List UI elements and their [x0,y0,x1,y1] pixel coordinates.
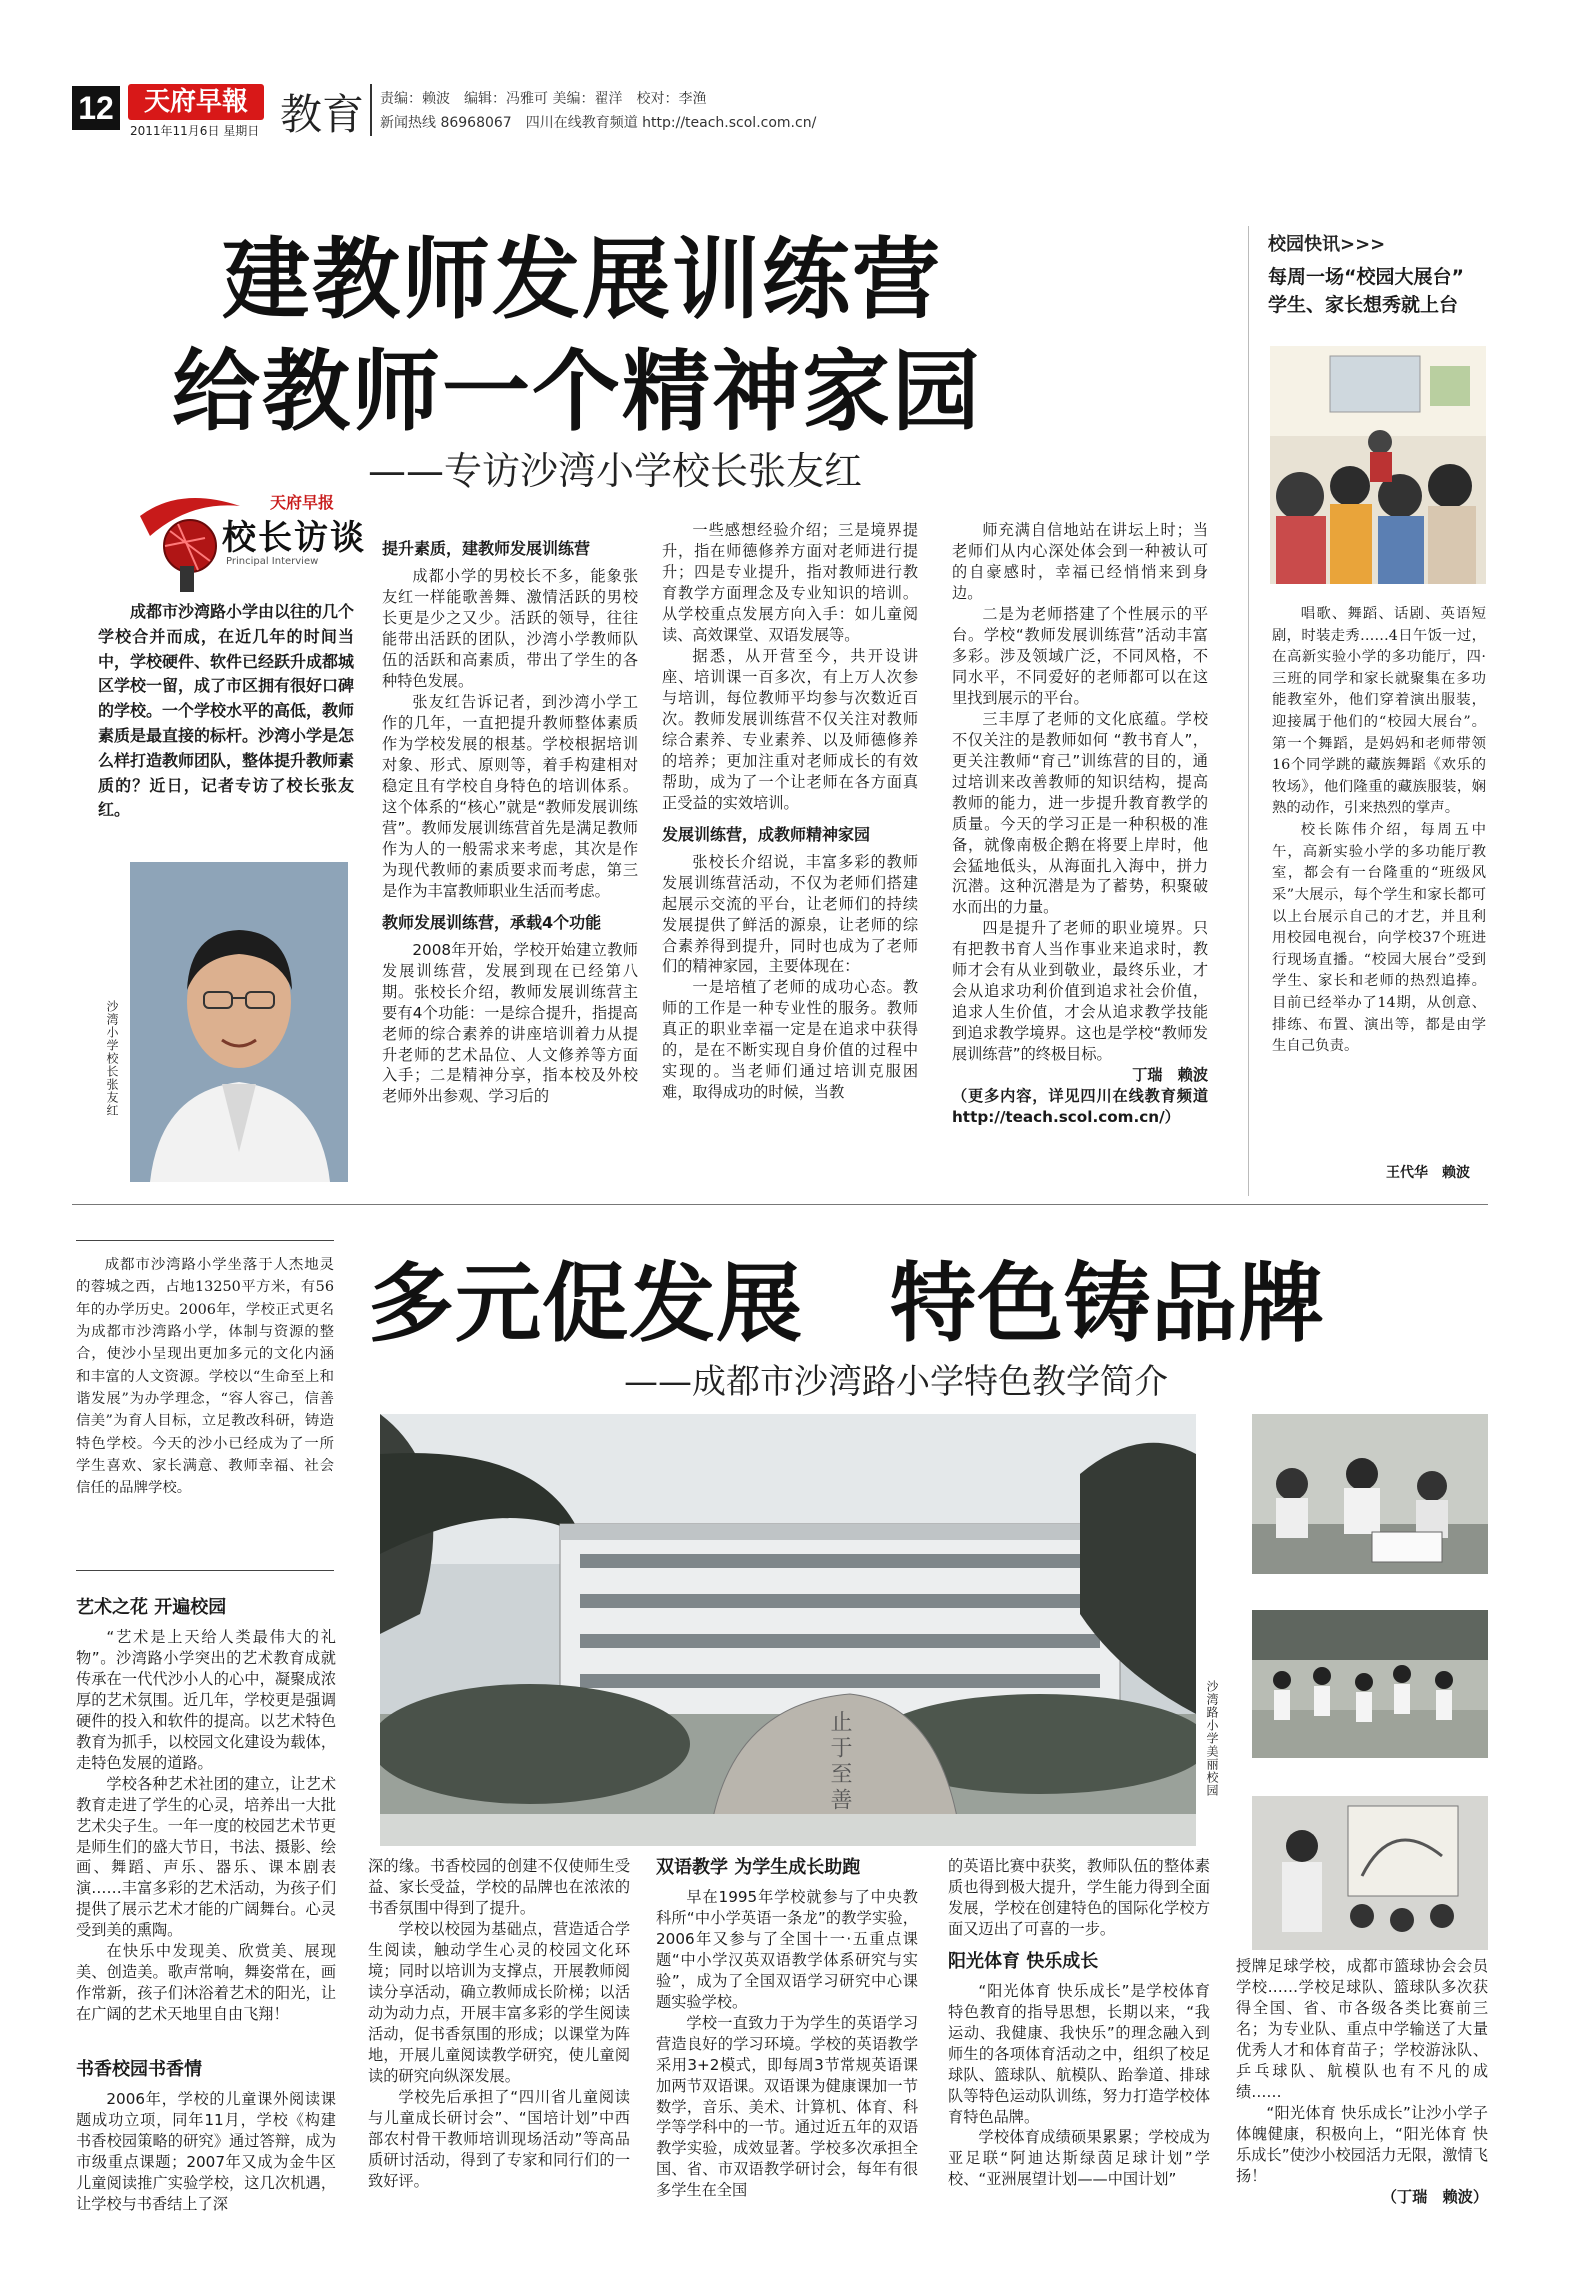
bilingual-p2: 学校一直致力于为学生的英语学习营造良好的学习环境。学校的英语教学采用3+2模式，即每周3节常规英语课加两节双语课。双语课为健康课加一节数学，音乐、美术、计算机、体育、科学等学科中的一节。通过近五年的双语教学实验，成效显著。学校多次承担全国、省、市双语教学研讨会，每年有很多学生在全国 [656,2013,918,2200]
bilingual-heading: 双语教学 为学生成长助跑 [656,1857,861,1878]
profile-title: 多元促发展 特色铸品牌 [368,1254,1325,1354]
sports-section-a [948,1856,1210,2268]
feature-heading-3: 发展训练营，成教师精神家园 [662,824,871,844]
interview-logo [120,486,370,596]
sports-p4: “阳光体育 快乐成长”让沙小学子体魄健康，积极向上，“阳光体育 快乐成长”使沙小校园活力无限，激情飞扬！ [1236,2103,1488,2185]
feature-c2-p3: 张校长介绍说，丰富多彩的教师发展训练营活动，不仅为老师们搭建起展示交流的平台，让老师们的持续发展提供了鲜活的源泉，让老师的综合素养得到提升，同时也成为了老师们的精神家园，主要体现在： [662,852,918,976]
reading-illustration [1252,1414,1488,1574]
feature-subtitle: ——专访沙湾小学校长张友红 [368,449,863,493]
feature-c1-p3: 2008年开始，学校开始建立教师发展训练营，发展到现在已经第八期。张校长介绍，教师发展训练营主要有4个功能：一是综合提升，指提高老师的综合素养的讲座培训着力从提升老师的艺术品位、人文修养等方面入手；二是精神分享，指本校及外校老师外出参观、学习后的 [382,940,638,1106]
bilingual-p1: 早在1995年学校就参与了中央教科所“中小学英语一条龙”的教学实验，2006年又参与了全国十一·五重点课题“中小学汉英双语教学体系研究与实验”，成为了全国双语学习研究中心课题实验学校。 [656,1887,918,2011]
feature-column-3 [952,520,1208,1188]
school-photo-caption: 沙湾路小学美丽校园 [1205,1680,1219,1797]
feature-column-1 [382,528,638,1188]
feature-lead: 成都市沙湾路小学由以往的几个学校合并而成，在近几年的时间当中，学校硬件、软件已经跃升成都城区学校一留，成了市区拥有很好口碑的学校。一个学校水平的高低，教师素质是最直接的标杆。沙湾小学是怎么样打造教师团队，整体提升教师素质的？近日，记者专访了校长张友红。 [98,602,354,820]
feature-c2-p1: 一些感想经验介绍；三是境界提升，指在师德修养方面对老师进行提升；四是专业提升，指对教师进行教育教学方面理念及专业知识的培训。从学校重点发展方向入手：如儿童阅读、高效课堂、双语发展等。 [662,521,918,644]
books-section-b [368,1856,630,2268]
sports-signature: （丁瑞 赖波） [1381,2187,1488,2206]
masthead-logo [128,84,264,120]
bilingual-section [656,1856,918,2268]
sidebar-photo [1270,346,1486,584]
side-photo-reading [1252,1414,1488,1574]
feature-title-line1: 建教师发展训练营 [222,228,943,331]
feature-c1-p1: 成都小学的男校长不多，能象张友红一样能歌善舞、激情活跃的男校长更是少之又少。活跃的领导，往往能带出活跃的团队，沙湾小学教师队伍的活跃和高素质，带出了学生的各种特色发展。 [382,567,638,690]
feature-c2-p4: 一是培植了老师的成功心态。教师的工作是一种专业性的服务。教师真正的职业幸福一定是在追求中获得的，是在不断实现自身价值的过程中实现的。当老师们通过培训克服困难，取得成功的时候，当教 [662,978,918,1102]
page-number: 12 [78,90,114,126]
page-number-box [72,86,120,130]
feature-title-line2: 给教师一个精神家园 [172,340,983,443]
sidebar-kicker: 校园快讯>>> [1268,234,1386,255]
feature-heading-2: 教师发展训练营，承载4个功能 [382,912,602,932]
issue-date: 2011年11月6日 星期日 [130,124,260,138]
feature-heading-1: 提升素质，建教师发展训练营 [382,539,591,558]
sports-p3: 授牌足球学校，成都市篮球协会会员学校……学校足球队、篮球队多次获得全国、省、市各级各类比赛前三名；为专业队、重点中学输送了大量优秀人才和体育苗子；学校游泳队、乒乓球队、航模队也有不凡的成绩…… [1236,1957,1488,2101]
feature-c3-p1: 师充满自信地站在讲坛上时；当老师们从内心深处体会到一种被认可的自豪感时，幸福已经悄悄来到身边。 [952,521,1208,602]
books-p2: 深的缘。书香校园的创建不仅使师生受益、家长受益，学校的品牌也在浓浓的书香氛围中得到了提升。 [368,1857,630,1917]
art-section [76,1596,336,2036]
sidebar-p1: 唱歌、舞蹈、话剧、英语短剧，时装走秀……4日午饭一过，在高新实验小学的多功能厅，四·三班的同学和家长就聚集在多功能教室外，他们穿着演出服装，迎接属于他们的“校园大展台”。第一个舞蹈，是妈妈和老师带领16个同学跳的藏族舞蹈《欢乐的牧场》，他们隆重的藏族服装，娴熟的动作，引来热烈的掌声。 [1272,606,1486,817]
feature-c1-p2: 张友红告诉记者，到沙湾小学工作的几年，一直把提升教师整体素质作为学校发展的根基。学校根据培训对象、形式、原则等，着手构建相对稳定且有学校自身特色的培训体系。这个体系的“核心”就是“教师发展训练营”。教师发展训练营首先是满足教师作为人的一般需求来考虑，其次是作为现代教师的素质要求而考虑，第三是作为丰富教师职业生活而考虑。 [382,692,638,900]
art-p1: “艺术是上天给人类最伟大的礼物”。沙湾路小学突出的艺术教育成就传承在一代代沙小人的心中，凝聚成浓厚的艺术氛围。近几年，学校更是强调硬件的投入和软件的提高。以艺术特色教育为抓手，以校园文化建设为载体，走特色发展的道路。 [76,1627,336,1772]
section-name: 教育 [280,90,365,139]
sports-section-b [1236,1956,1488,2268]
sports-p1: “阳光体育 快乐成长”是学校体育特色教育的指导思想，长期以来，“我运动、我健康、我快乐”的理念融入到师生的各项体育活动之中，组织了校足球队、篮球队、航模队、跆拳道、排球队等特色运动队训练，努力打造学校体育特色品牌。 [948,1981,1210,2126]
sidebar-headline-2: 学生、家长想秀就上台 [1268,294,1459,316]
art-p3: 在快乐中发现美、欣赏美、展现美、创造美。歌声常响，舞姿常在，画作常新，孩子们沐浴着艺术的阳光，让在广阔的艺术天地里自由飞翔！ [76,1942,336,2024]
portrait-figure [130,862,348,1182]
profile-intro: 成都市沙湾路小学坐落于人杰地灵的蓉城之西，占地13250平方米，有56年的办学历史。2006年，学校正式更名为成都市沙湾路小学，体制与资源的整合，使沙小呈现出更加多元的文化内涵和丰富的人文资源。学校以“生命至上和谐发展”为办学理念，“容人容己，信善信美”为育人目标，立足教改科研，铸造特色学校。今天的沙小已经成为了一所学生喜欢、家长满意、教师幸福、社会信任的品牌学校。 [76,1257,334,1497]
feature-column-2 [662,520,918,1188]
feature-c2-p2: 据悉，从开营至今，共开设讲座、培训课一百多次，有上万人次参与培训，每位教师平均参与次数近百次。教师发展训练营不仅关注对教师综合素养、专业素养、以及师德修养的培养；更加注重对老师成长的有效帮助，成为了一个让老师在各方面真正受益的实效培训。 [662,646,918,812]
art-class-illustration [1252,1796,1488,1950]
portrait-caption: 沙湾小学校长张友红 [105,1000,119,1117]
sidebar-signature: 王代华 赖波 [1386,1165,1470,1181]
books-p4: 学校先后承担了“四川省儿童阅读与儿童成长研讨会”、“国培计划”中西部农村骨干教师培训现场活动”等高品质研讨活动，得到了专家和同行们的一致好评。 [368,2087,630,2190]
sports-heading: 阳光体育 快乐成长 [948,1950,1099,1972]
paper-name: 天府早報 [143,87,248,117]
sidebar-headline-1: 每周一场“校园大展台” [1268,266,1464,288]
bilingual-p3: 的英语比赛中获奖，教师队伍的整体素质也得到极大提升，学生能力得到全面发展，学校在创建特色的国际化学校方面又迈出了可喜的一步。 [948,1857,1210,1938]
logo-en: Principal Interview [226,556,319,567]
sports-p2: 学校体育成绩硕果累累；学校成为亚足联“阿迪达斯绿茵足球计划”学校、“亚洲展望计划——中国计划” [948,2128,1210,2189]
art-heading: 艺术之花 开遍校园 [76,1597,227,1618]
logo-title: 校长访谈 [222,518,366,558]
sidebar-body [1272,604,1486,1124]
principal-portrait [130,862,348,1182]
school-photo [380,1414,1196,1846]
art-p2: 学校各种艺术社团的建立，让艺术教育走进了学生的心灵，培养出一大批艺术尖子生。一年一度的校园艺术节更是师生们的盛大节日，书法、摄影、绘画、舞蹈、声乐、器乐、课本剧表演……丰富多彩的艺术活动，为孩子们提供了展示艺术才能的广阔舞台。心灵受到美的熏陶。 [76,1774,336,1940]
credits: 责编：赖波 编辑：冯雅可 美编：翟洋 校对：李渔 [380,91,707,107]
side-photo-sports [1252,1610,1488,1758]
books-p3: 学校以校园为基础点，营造适合学生阅读，触动学生心灵的校园文化环境；同时以培训为支撑点，开展教师阅读分享活动，确立教师成长阶梯；以活动为动力点，开展丰富多彩的学生阅读活动，促书香氛围的形成；以课堂为阵地，开展儿童阅读教学研究，使儿童阅读的研究向纵深发展。 [368,1919,630,2085]
campus-illustration [380,1414,1196,1846]
hotline: 新闻热线 86968067 四川在线教育频道 http://teach.scol.com.cn/ [380,115,817,131]
rock-inscription: 止于至善 [827,1710,852,1814]
sidebar-p2: 校长陈伟介绍，每周五中午，高新实验小学的多功能厅教室，都会有一台隆重的“班级风采”大展示，每个学生和家长都可以上台展示自己的才艺，并且利用校园电视台，向学校37个班进行现场直播。“校园大展台”受到学生、家长和老师的热烈追捧。目前已经举办了14期，从创意、排练、布置、演出等，都是由学生自己负责。 [1272,822,1486,1055]
feature-more-link: （更多内容，详见四川在线教育频道 http://teach.scol.com.cn/） [952,1087,1208,1127]
books-heading: 书香校园书香情 [76,2059,202,2080]
feature-c3-p2: 二是为老师搭建了个性展示的平台。学校“教师发展训练营”活动丰富多彩。涉及领域广泛，不同风格，不同水平，不同爱好的老师都可以在这里找到展示的平台。 [952,604,1208,707]
books-p1: 2006年，学校的儿童课外阅读课题成功立项，同年11月，学校《构建书香校园策略的研究》通过答辩，成为市级重点课题；2007年又成为金牛区儿童阅读推广实验学校，这几次机遇，让学校与书香结上了深 [76,2089,336,2213]
side-photo-art [1252,1796,1488,1950]
feature-c3-p4: 四是提升了老师的职业境界。只有把教书育人当作事业来追求时，教师才会有从业到敬业，最终乐业，才会从追求功利价值到追求社会价值，追求人生价值，才会从追求教学技能到追求教学境界。这也是学校“教师发展训练营”的终极目标。 [952,919,1208,1064]
event-crowd-illustration [1270,346,1486,584]
feature-signature: 丁瑞 赖波 [1132,1066,1208,1085]
books-section-a [76,2058,336,2268]
logo-brand: 天府早报 [270,493,335,512]
sports-illustration [1252,1610,1488,1758]
feature-c3-p3: 三丰厚了老师的文化底蕴。学校不仅关注的是教师如何 “教书育人”，更关注教师“育己”训练营的目的，通过培训来改善教师的知识结构，提高教师的能力，进一步提升教育教学的质量。今天的学习正是一种积极的准备，就像南极企鹅在将要上岸时，他会猛地低头，从海面扎入海中，拼力沉潜。这种沉潜是为了蓄势，积聚破水而出的力量。 [952,709,1208,917]
profile-subtitle: ——成都市沙湾路小学特色教学简介 [624,1362,1168,1402]
